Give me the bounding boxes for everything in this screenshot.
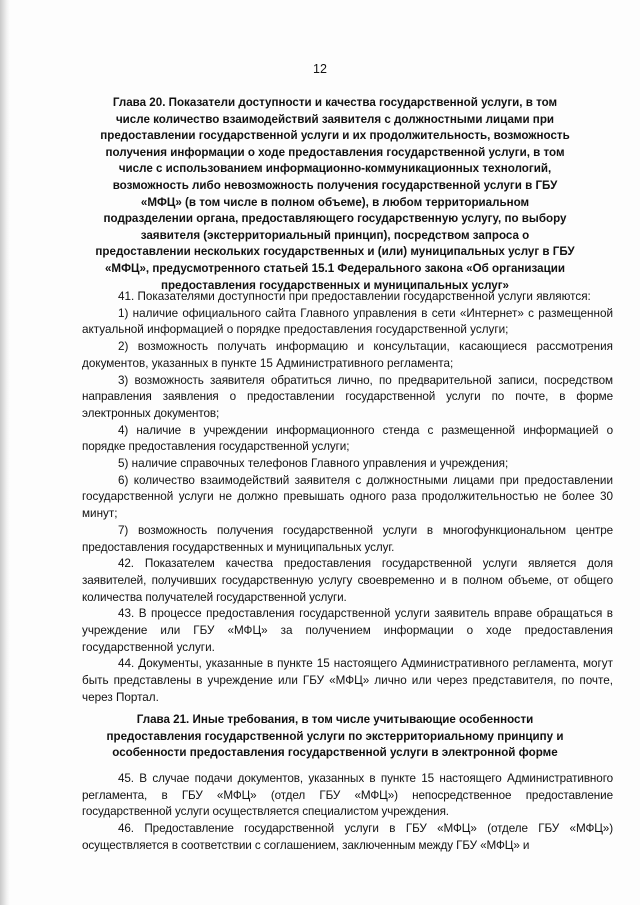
- heading-line: Глава 20. Показатели доступности и качества государственной услуги, в том: [112, 96, 558, 109]
- paragraph-41-item-2: 2) возможность получать информацию и консультации, касающиеся рассмотрения документов, указанных в пункте 15 Административного регламента;: [82, 340, 613, 370]
- chapter-20-body: [82, 289, 613, 707]
- heading-line: Глава 21. Иные требования, в том числе учитывающие особенности: [136, 713, 534, 726]
- paragraph-41: 41. Показателями доступности при предоставлении государственной услуги являются:: [118, 290, 591, 303]
- heading-line: предоставления государственных и муниципальных услуг»: [160, 278, 510, 292]
- heading-line: «МФЦ» (в том числе в полном объеме), в любом территориальном: [140, 195, 530, 209]
- heading-line: подразделении органа, предоставляющего государственную услугу, по выбору: [103, 212, 567, 226]
- paragraph-46: 46. Предоставление государственной услуги в ГБУ «МФЦ» (отделе ГБУ «МФЦ») осуществляется в соответствии с соглашением, заключенным между ГБУ «МФЦ» и: [82, 822, 613, 852]
- page-number: 12: [313, 62, 327, 76]
- paragraph-45: 45. В случае подачи документов, указанных в пункте 15 настоящего Административного регламента, в ГБУ «МФЦ» (отдел ГБУ «МФЦ») непосредственное предоставление государственной услуги осуществляется специалистом учреждения.: [82, 772, 613, 819]
- paragraph-41-item-6: 6) количество взаимодействий заявителя с должностными лицами при предоставлении государственной услуги не должно превышать одного раза продолжительностью не более 30 минут;: [82, 473, 613, 521]
- page-left-edge-shadow: [0, 0, 10, 905]
- paragraph-41-item-3: 3) возможность заявителя обратиться лично, по предварительной записи, посредством направления заявления о предоставлении государственной услуги по почте, в форме электронных документов;: [82, 373, 613, 420]
- paragraph-41-item-7: 7) возможность получения государственной услуги в многофункциональном центре предоставления государственных и муниципальных услуг.: [82, 523, 613, 554]
- chapter-21-heading: [75, 712, 595, 762]
- paragraph-41-item-4: 4) наличие в учреждении информационного стенда с размещенной информацией о порядке предоставления государственной услуги;: [82, 423, 613, 454]
- paragraph-44: 44. Документы, указанные в пункте 15 настоящего Административного регламента, могут быть представлены в учреждение или ГБУ «МФЦ» лично или через представителя, по почте, через Портал.: [82, 657, 613, 704]
- heading-line: возможность либо невозможность получения государственной услуги в ГБУ: [112, 178, 558, 192]
- paragraph-41-item-1: 1) наличие официального сайта Главного управления в сети «Интернет» с размещенной актуальной информацией о порядке предоставления государственной услуги;: [82, 306, 613, 337]
- paragraph-41-item-5: 5) наличие справочных телефонов Главного управления и учреждения;: [118, 457, 509, 471]
- paragraph-42: 42. Показателем качества предоставления государственной услуги является доля заявителей, получивших государственную услугу своевременно и в полном объеме, от общего количества получателей государственной услуги.: [82, 557, 613, 604]
- heading-line: предоставления государственной услуги по экстерриториальному принципу и: [106, 729, 564, 743]
- heading-line: получения информации о ходе предоставления государственной услуги, в том: [105, 145, 565, 159]
- heading-line: «МФЦ», предусмотренного статьей 15.1 Федерального закона «Об организации: [104, 261, 565, 275]
- heading-line: предоставлении нескольких государственных и (или) муниципальных услуг в ГБУ: [95, 245, 575, 259]
- chapter-21-body: [82, 771, 613, 855]
- heading-line: заявителя (экстерриториальный принцип), посредством запроса о: [140, 228, 530, 242]
- heading-line: предоставлении государственной услуги и их продолжительность, возможность: [100, 129, 570, 143]
- heading-line: особенности предоставления государственной услуги в электронной форме: [112, 746, 558, 760]
- chapter-20-heading: [75, 95, 595, 294]
- heading-line: числе с использованием информационно-коммуникационных технологий,: [118, 162, 552, 176]
- paragraph-43: 43. В процессе предоставления государственной услуги заявитель вправе обращаться в учреждение или ГБУ «МФЦ» за получением информации о ходе предоставления государственной услуги.: [82, 607, 613, 654]
- heading-line: числе количество взаимодействий заявителя с должностными лицами при: [115, 112, 555, 126]
